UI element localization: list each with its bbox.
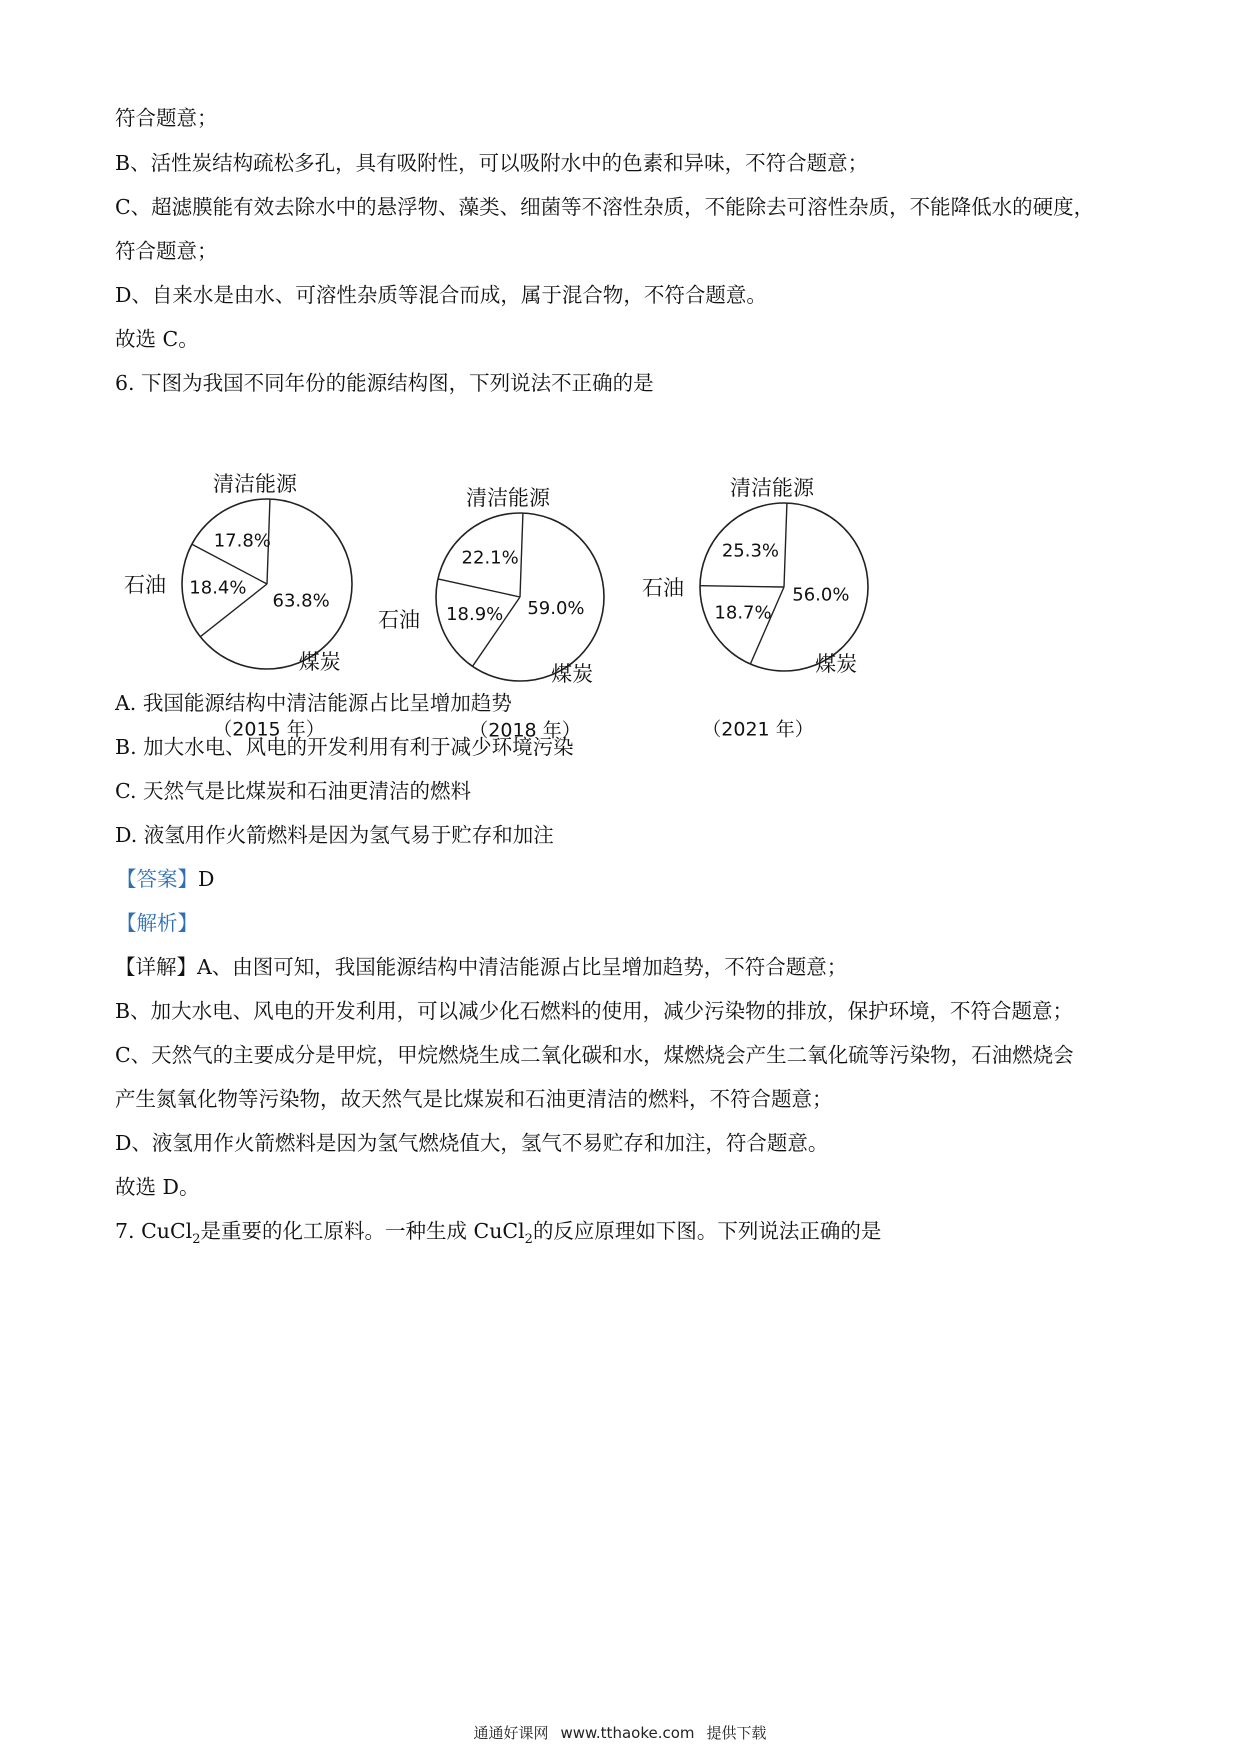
detail-tag: 【详解】: [115, 955, 197, 979]
slice-value-label: 56.0%: [792, 584, 850, 606]
q7-text-c: 的反应原理如下图。下列说法正确的是: [532, 1219, 882, 1243]
text-line: B、活性炭结构疏松多孔，具有吸附性，可以吸附水中的色素和异味，不符合题意；: [115, 151, 869, 175]
question-6-stem: 6. 下图为我国不同年份的能源结构图，下列说法不正确的是: [115, 371, 654, 395]
q7-text-a: 7. CuCl: [115, 1219, 193, 1243]
category-label: 石油: [124, 573, 166, 597]
category-label: 石油: [378, 608, 420, 632]
slice-boundary: [438, 579, 520, 597]
q7-subscript: 2: [192, 1232, 201, 1248]
category-label: 清洁能源: [213, 472, 297, 496]
answer-tag: 【答案】: [116, 867, 198, 891]
category-label: 清洁能源: [466, 486, 550, 510]
category-label: 煤炭: [815, 652, 858, 677]
analysis-tag-text: 【解析】: [116, 911, 198, 935]
text-line: 符合题意；: [115, 106, 218, 130]
category-label: 煤炭: [551, 662, 594, 687]
slice-value-label: 17.8%: [213, 530, 271, 552]
slice-boundary: [700, 586, 784, 587]
option-c: C. 天然气是比煤炭和石油更清洁的燃料: [115, 779, 471, 803]
answer-line: [116, 864, 214, 894]
category-label: 煤炭: [298, 650, 341, 675]
conclusion-line: 故选 D。: [115, 1175, 200, 1199]
detail-line: [115, 952, 847, 982]
text-line: C、超滤膜能有效去除水中的悬浮物、藻类、细菌等不溶性杂质，不能除去可溶性杂质，不能降低水的硬度，: [115, 195, 1095, 219]
chart-caption: （2015 年）: [213, 718, 325, 741]
slice-value-label: 59.0%: [527, 597, 585, 619]
chart-caption: （2021 年）: [702, 718, 814, 741]
category-label: 石油: [642, 576, 684, 600]
option-a: A. 我国能源结构中清洁能源占比呈增加趋势: [115, 691, 512, 715]
footer-url[interactable]: www.tthaoke.com: [560, 1724, 695, 1742]
energy-structure-pie-charts: [100, 450, 1000, 770]
detail-line: D、液氢用作火箭燃料是因为氢气燃烧值大，氢气不易贮存和加注，符合题意。: [115, 1131, 829, 1155]
detail-line: 产生氮氧化物等污染物，故天然气是比煤炭和石油更清洁的燃料，不符合题意；: [115, 1087, 833, 1111]
slice-value-label: 18.7%: [714, 602, 772, 624]
q7-text-b: 是重要的化工原料。一种生成 CuCl: [200, 1219, 525, 1243]
slice-boundary: [520, 513, 523, 597]
footer-note: 提供下载: [706, 1724, 767, 1742]
question-7-stem: [115, 1216, 881, 1255]
slice-value-label: 18.4%: [189, 577, 247, 599]
slice-boundary: [750, 587, 784, 664]
category-label: 清洁能源: [730, 476, 814, 500]
q7-subscript: 2: [524, 1232, 533, 1248]
text-line: 故选 C。: [115, 327, 199, 351]
slice-value-label: 63.8%: [272, 590, 330, 612]
footer-site: 通通好课网: [473, 1724, 549, 1742]
answer-value: D: [198, 867, 215, 891]
slice-value-label: 18.9%: [446, 603, 504, 625]
option-b: B. 加大水电、风电的开发利用有利于减少环境污染: [115, 735, 574, 759]
text-line: 符合题意；: [115, 239, 218, 263]
detail-line: C、天然气的主要成分是甲烷，甲烷燃烧生成二氧化碳和水，煤燃烧会产生二氧化硫等污染物，石油燃烧会: [115, 1043, 1074, 1067]
slice-value-label: 25.3%: [721, 540, 780, 562]
page-footer: [0, 1722, 1240, 1743]
slice-value-label: 22.1%: [461, 547, 519, 569]
detail-line: B、加大水电、风电的开发利用，可以减少化石燃料的使用，减少污染物的排放，保护环境，不符合题意；: [115, 999, 1074, 1023]
detail-text: A、由图可知，我国能源结构中清洁能源占比呈增加趋势，不符合题意；: [197, 955, 848, 979]
slice-boundary: [784, 503, 787, 587]
chart-caption: （2018 年）: [469, 719, 581, 742]
option-d: D. 液氢用作火箭燃料是因为氢气易于贮存和加注: [115, 823, 554, 847]
text-line: D、自来水是由水、可溶性杂质等混合而成，属于混合物，不符合题意。: [115, 283, 767, 307]
analysis-tag: [116, 908, 198, 938]
